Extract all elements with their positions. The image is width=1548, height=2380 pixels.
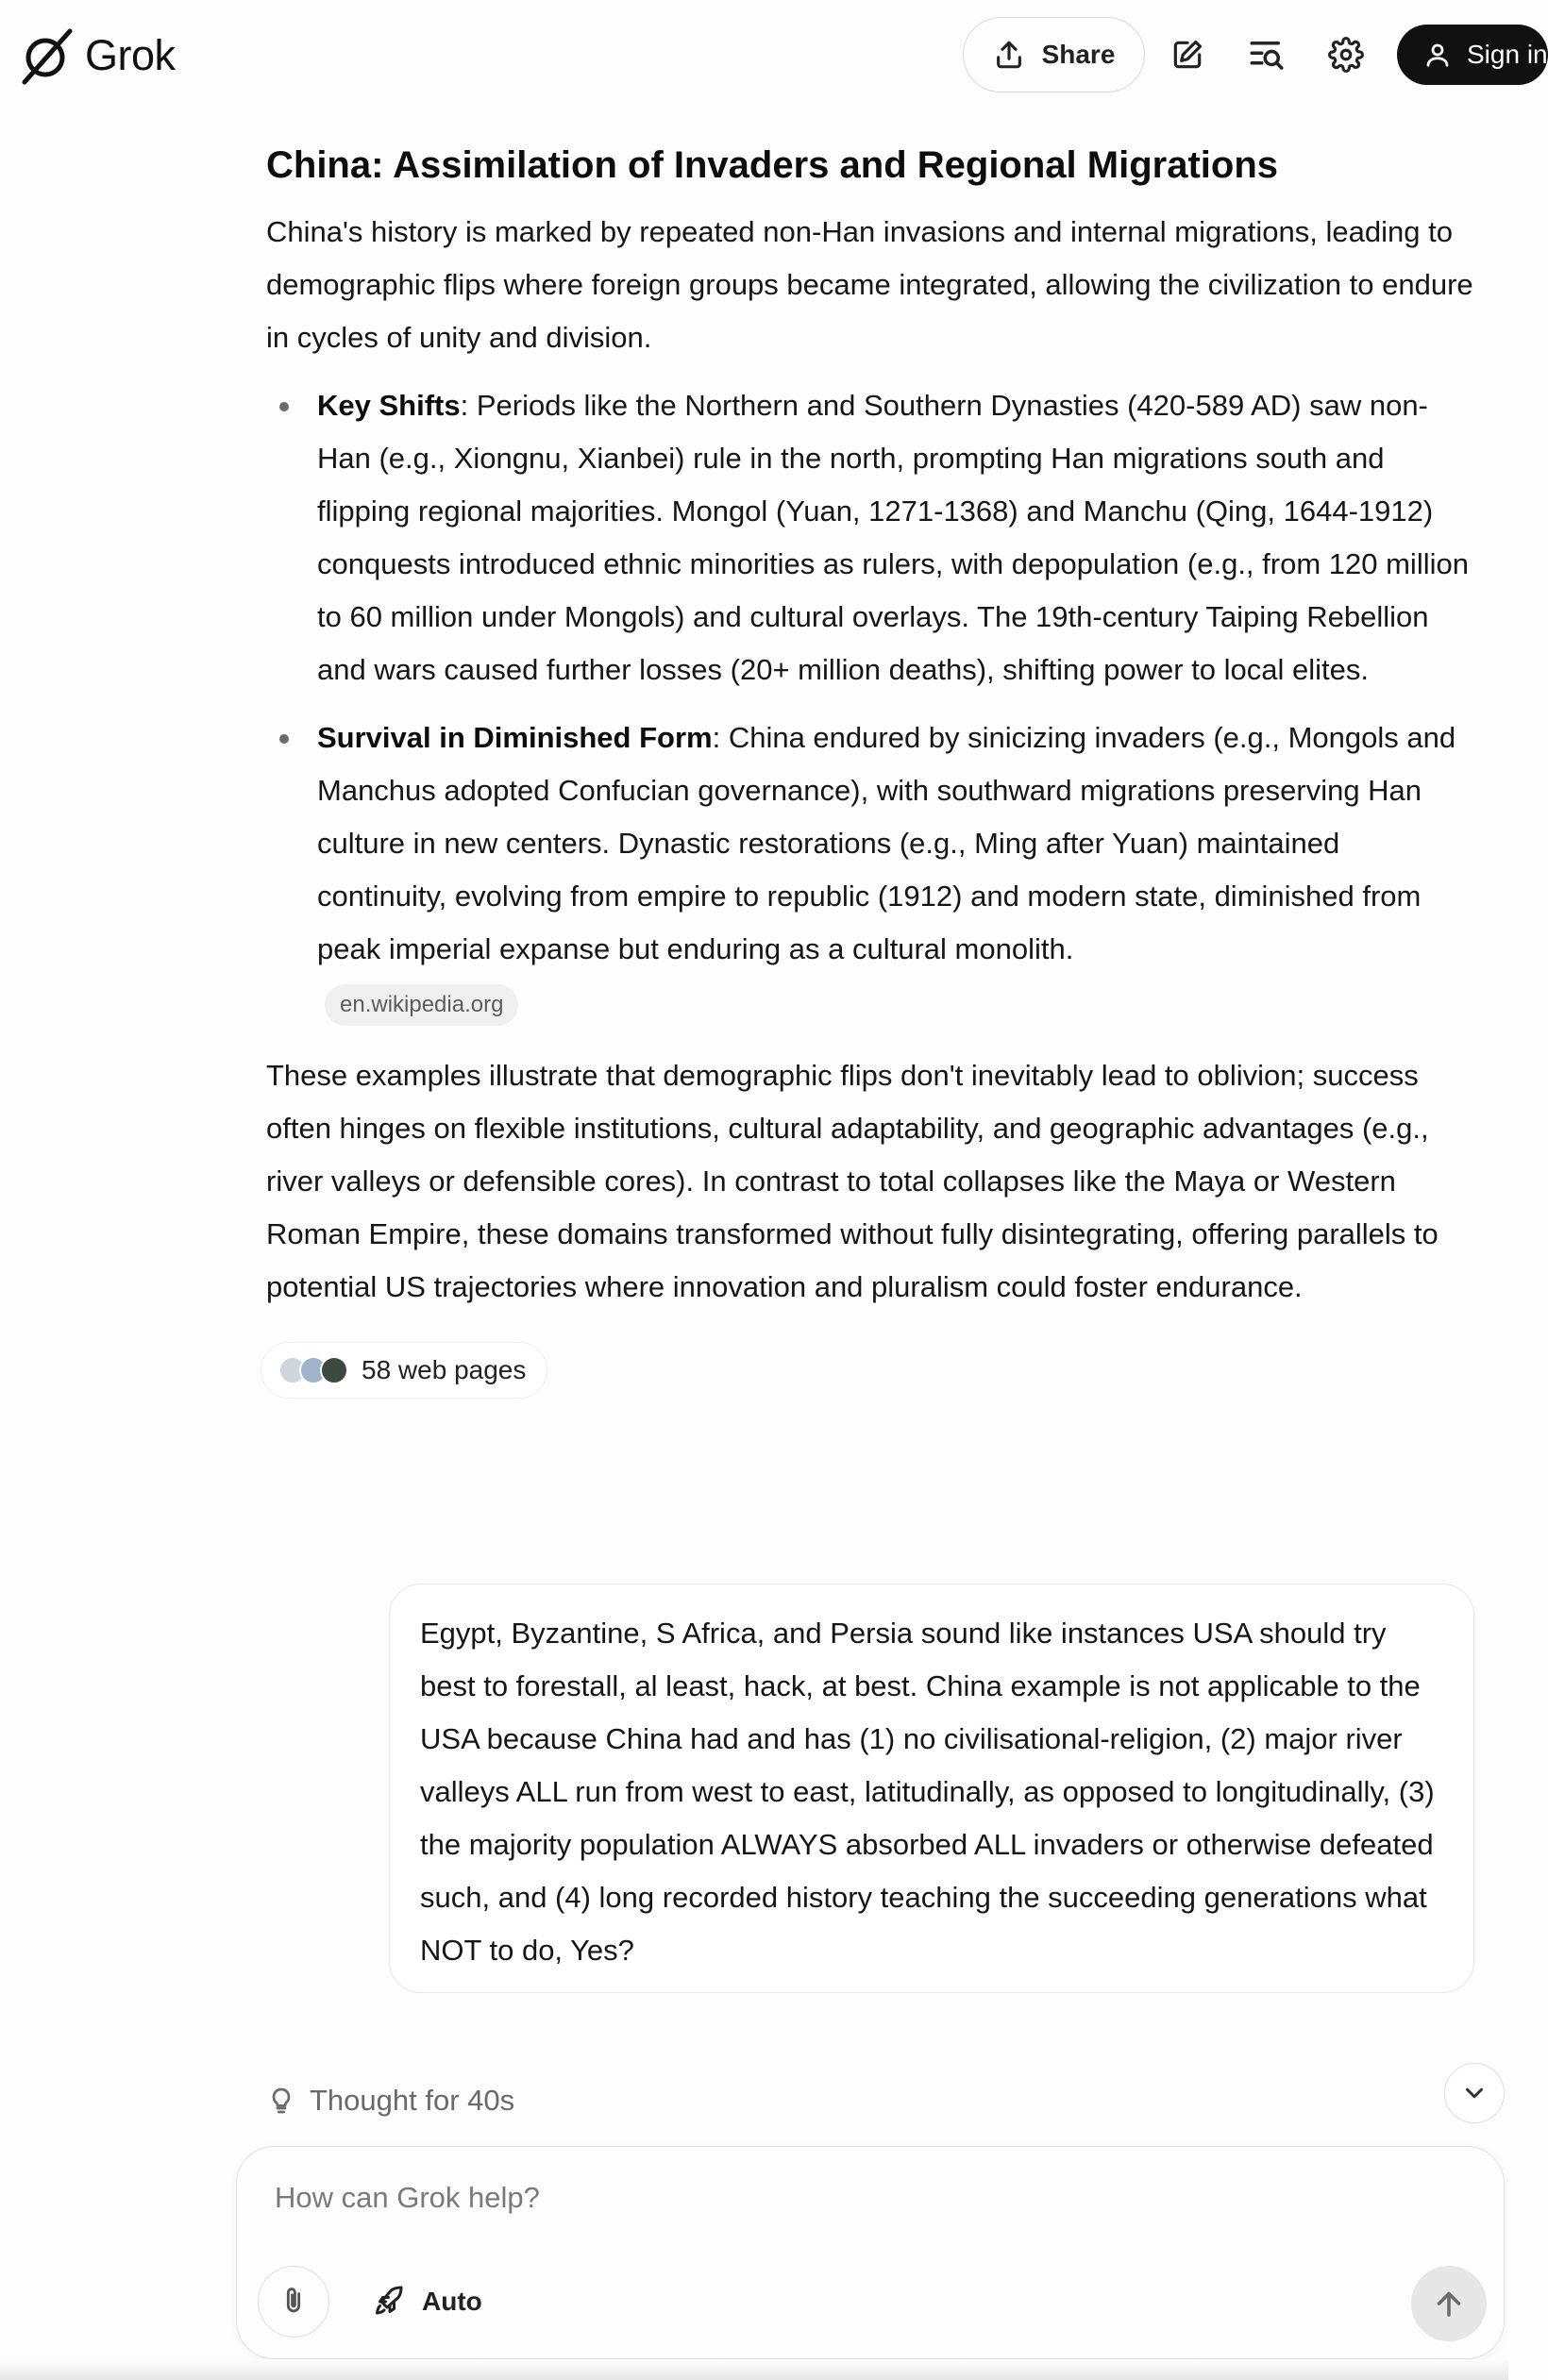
settings-button[interactable] — [1321, 30, 1371, 79]
history-search-button[interactable] — [1242, 30, 1291, 79]
source-favicon — [320, 1356, 348, 1384]
model-mode-button[interactable] — [360, 2270, 496, 2334]
user-message-bubble — [389, 1584, 1474, 1993]
paperclip-icon — [278, 2286, 310, 2318]
user-message-text: Egypt, Byzantine, S Africa, and Persia sound like instances USA should try best to forestall, al least, hack, at best. China example is not applicable to the USA because China had and has (1) no civilisational-religion, (2) major river valleys ALL run from west to east, latitudinally, as opposed to longitudinally, (3) the majority population ALWAYS absorbed ALL invaders or otherwise defeated such, and (4) long recorded history teaching the succeeding generations what NOT to do, Yes? — [420, 1617, 1435, 1967]
prompt-input[interactable]: How can Grok help? — [275, 2181, 540, 2214]
app-name: Grok — [85, 31, 176, 79]
grok-logo[interactable] — [17, 25, 176, 87]
list-item — [266, 379, 1474, 696]
top-bar — [0, 0, 1548, 111]
attach-button[interactable] — [258, 2266, 329, 2338]
new-chat-button[interactable] — [1163, 30, 1212, 79]
share-label: Share — [1041, 40, 1116, 69]
share-icon — [993, 39, 1025, 71]
sign-in-button[interactable] — [1397, 25, 1548, 85]
bottom-fade — [0, 2359, 1508, 2380]
sources-label: 58 web pages — [362, 1355, 527, 1384]
bullet-list — [266, 379, 1474, 1029]
scroll-down-button[interactable] — [1444, 2063, 1505, 2123]
user-icon — [1423, 41, 1452, 69]
rocket-icon — [373, 2285, 407, 2319]
thinking-label: Thought for 40s — [310, 2084, 515, 2117]
bullet-label: Survival in Diminished Form — [317, 721, 713, 754]
section-heading: China: Assimilation of Invaders and Regional Migrations — [266, 144, 1278, 186]
share-button[interactable] — [963, 17, 1145, 92]
conclusion-paragraph: These examples illustrate that demographic flips don't inevitably lead to oblivion; success often hinges on flexible institutions, cultural adaptability, and geographic advantages (e.g., river valleys or defensible cores). In contrast to total collapses like the Maya or Western Roman Empire, these domains transformed without fully disintegrating, offering parallels to potential US trajectories where innovation and pluralism could foster endurance. — [266, 1059, 1439, 1303]
gear-icon — [1328, 37, 1364, 73]
sign-in-label: Sign in — [1467, 40, 1548, 69]
bullet-text: : China endured by sinicizing invaders (e.g., Mongols and Manchus adopted Confucian governance), with southward migrations preserving Han culture in new centers. Dynastic restorations (e.g., Ming after Yuan) maintained continuity, evolving from empire to republic (1912) and modern state, diminished from peak imperial expanse but enduring as a cultural monolith. — [317, 721, 1456, 965]
assistant-response — [266, 140, 1474, 1399]
mode-label: Auto — [422, 2287, 482, 2316]
send-button[interactable] — [1411, 2266, 1487, 2341]
message-composer — [236, 2146, 1505, 2359]
chevron-down-icon — [1460, 2079, 1489, 2107]
list-item — [266, 712, 1474, 1029]
thinking-toggle[interactable] — [266, 2084, 514, 2118]
citation-chip[interactable]: en.wikipedia.org — [325, 984, 518, 1026]
grok-logo-icon — [17, 25, 77, 86]
intro-paragraph: China's history is marked by repeated non-Han invasions and internal migrations, leading to demographic flips where foreign groups became integrated, allowing the civilization to endure in cycles of unity and division. — [266, 215, 1473, 354]
sources-button[interactable] — [261, 1342, 547, 1399]
lightbulb-icon — [266, 2086, 296, 2116]
bullet-text: : Periods like the Northern and Southern Dynasties (420-589 AD) saw non-Han (e.g., Xiongnu, Xianbei) rule in the north, prompting Han migrations south and flipping regional majorities. Mongol (Yuan, 1271-1368) and Manchu (Qing, 1644-1912) conquests introduced ethnic minorities as rulers, with depopulation (e.g., from 120 million to 60 million under Mongols) and cultural overlays. The 19th-century Taiping Rebellion and wars caused further losses (20+ million deaths), shifting power to local elites. — [317, 389, 1469, 686]
search-history-icon — [1247, 35, 1287, 75]
arrow-up-icon — [1432, 2287, 1466, 2321]
bullet-label: Key Shifts — [317, 389, 461, 422]
source-avatars — [278, 1356, 348, 1384]
edit-icon — [1169, 37, 1205, 73]
